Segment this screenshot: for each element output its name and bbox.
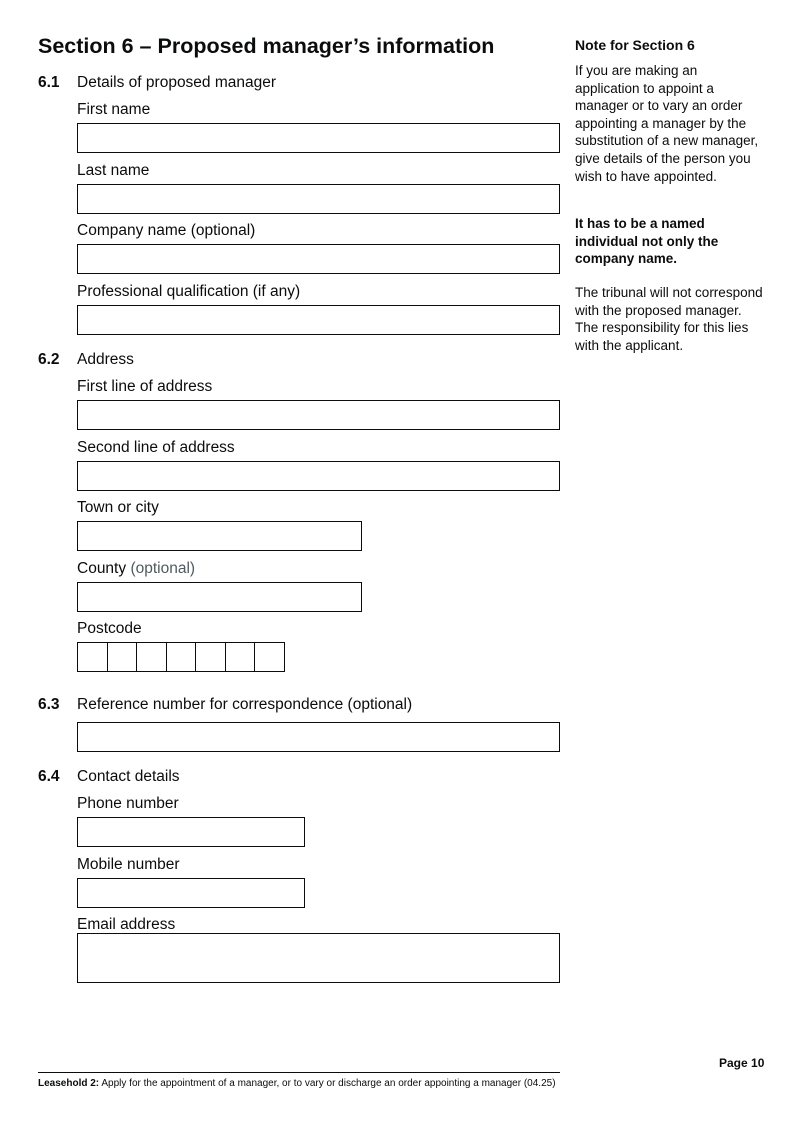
note-paragraph-3: The tribunal will not correspond with the proposed manager. The responsibility for this lies with the applicant. — [575, 285, 763, 353]
footer-form-label: Leasehold 2: — [38, 1078, 100, 1089]
phone-input[interactable] — [77, 817, 305, 847]
phone-label: Phone number — [77, 795, 179, 812]
first-name-input[interactable] — [77, 123, 560, 153]
county-optional-hint: (optional) — [130, 560, 196, 577]
company-name-input[interactable] — [77, 244, 560, 274]
email-label: Email address — [77, 916, 176, 933]
company-name-label: Company name (optional) — [77, 222, 256, 239]
last-name-input[interactable] — [77, 184, 560, 214]
address-line1-label: First line of address — [77, 378, 213, 395]
first-name-label: First name — [77, 101, 151, 118]
postcode-label: Postcode — [77, 620, 142, 637]
question-text-6-4: Contact details — [77, 768, 180, 785]
footer-divider — [38, 1072, 560, 1073]
email-input[interactable] — [77, 933, 560, 983]
address-line2-input[interactable] — [77, 461, 560, 491]
county-input[interactable] — [77, 582, 362, 612]
postcode-cell[interactable] — [166, 642, 197, 672]
question-text-6-1: Details of proposed manager — [77, 74, 277, 91]
postcode-cell[interactable] — [225, 642, 256, 672]
note-paragraph-2: It has to be a named individual not only the company name. — [575, 216, 719, 267]
town-label: Town or city — [77, 499, 159, 516]
qualification-input[interactable] — [77, 305, 560, 335]
footer — [38, 1078, 556, 1089]
footer-text: Apply for the appointment of a manager, or to vary or discharge an order appointing a manager (04.25) — [101, 1078, 556, 1089]
question-number-6-2: 6.2 — [38, 351, 60, 368]
postcode-cell[interactable] — [77, 642, 108, 672]
question-number-6-3: 6.3 — [38, 696, 60, 713]
mobile-input[interactable] — [77, 878, 305, 908]
question-number-6-4: 6.4 — [38, 768, 60, 785]
reference-number-input[interactable] — [77, 722, 560, 752]
postcode-cell[interactable] — [195, 642, 226, 672]
postcode-cell[interactable] — [136, 642, 167, 672]
address-line1-input[interactable] — [77, 400, 560, 430]
question-text-6-2: Address — [77, 351, 134, 368]
question-number-6-1: 6.1 — [38, 74, 60, 91]
postcode-input[interactable] — [77, 642, 284, 672]
county-label — [77, 560, 195, 578]
town-input[interactable] — [77, 521, 362, 551]
address-line2-label: Second line of address — [77, 439, 235, 456]
county-label-text: County — [77, 560, 127, 577]
qualification-label: Professional qualification (if any) — [77, 283, 301, 300]
postcode-cell[interactable] — [254, 642, 285, 672]
note-paragraph-1: If you are making an application to appoint a manager or to vary an order appointing a manager by the substitution of a new manager, give details of the person you wish to have appointed. — [575, 63, 759, 184]
question-text-6-3: Reference number for correspondence (optional) — [77, 696, 413, 713]
page-title: Section 6 – Proposed manager’s information — [38, 34, 495, 58]
last-name-label: Last name — [77, 162, 150, 179]
mobile-label: Mobile number — [77, 856, 180, 873]
postcode-cell[interactable] — [107, 642, 138, 672]
page-number: Page 10 — [719, 1056, 765, 1070]
note-title: Note for Section 6 — [575, 37, 695, 53]
